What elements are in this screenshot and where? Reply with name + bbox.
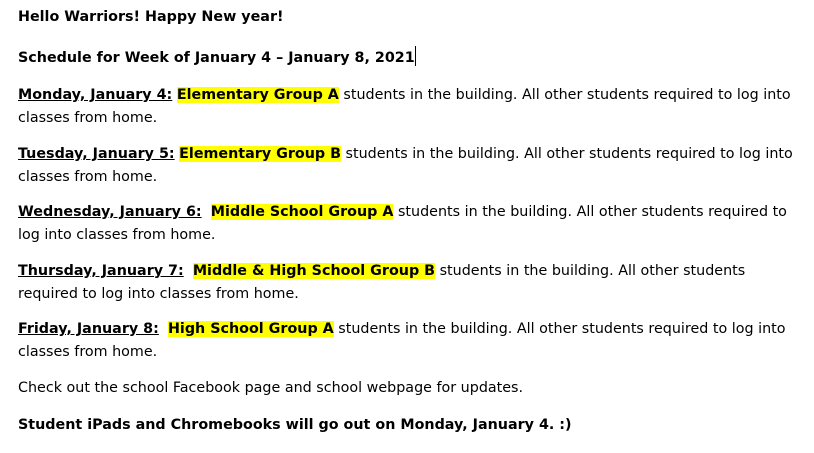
day-label: Tuesday, January 5:: [18, 146, 175, 162]
day-paragraph-monday: [18, 84, 808, 130]
day-description: students in the building. All other students required to log into classes from home.: [18, 263, 746, 302]
schedule-title-text: Schedule for Week of January 4 – January 8, 2021: [18, 50, 415, 66]
day-description: students in the building. All other students required to log into classes from home.: [18, 204, 787, 243]
day-paragraph-thursday: [18, 260, 808, 306]
text-cursor: [415, 46, 416, 66]
greeting-line: Hello Warriors! Happy New year!: [18, 9, 284, 25]
day-description: students in the building. All other students required to log into classes from home.: [18, 146, 793, 185]
day-description: students in the building. All other students required to log into classes from home.: [18, 87, 791, 126]
check-out-line: Check out the school Facebook page and school webpage for updates.: [18, 380, 524, 396]
group-highlight: Middle School Group A: [210, 204, 394, 220]
day-gap: [159, 321, 168, 337]
day-paragraph-friday: [18, 318, 808, 364]
schedule-title: [18, 46, 416, 70]
ipads-note: Student iPads and Chromebooks will go out on Monday, January 4. :): [18, 417, 572, 433]
group-highlight: Elementary Group A: [176, 87, 339, 103]
day-label: Monday, January 4:: [18, 87, 173, 103]
day-gap: [184, 263, 193, 279]
group-highlight: High School Group A: [167, 321, 334, 337]
day-paragraph-wednesday: [18, 201, 808, 247]
day-label: Wednesday, January 6:: [18, 204, 202, 220]
group-highlight: Middle & High School Group B: [192, 263, 436, 279]
day-label: Thursday, January 7:: [18, 263, 184, 279]
day-label: Friday, January 8:: [18, 321, 159, 337]
day-gap: [202, 204, 211, 220]
day-paragraph-tuesday: [18, 143, 808, 189]
group-highlight: Elementary Group B: [179, 146, 342, 162]
day-description: students in the building. All other students required to log into classes from home.: [18, 321, 786, 360]
